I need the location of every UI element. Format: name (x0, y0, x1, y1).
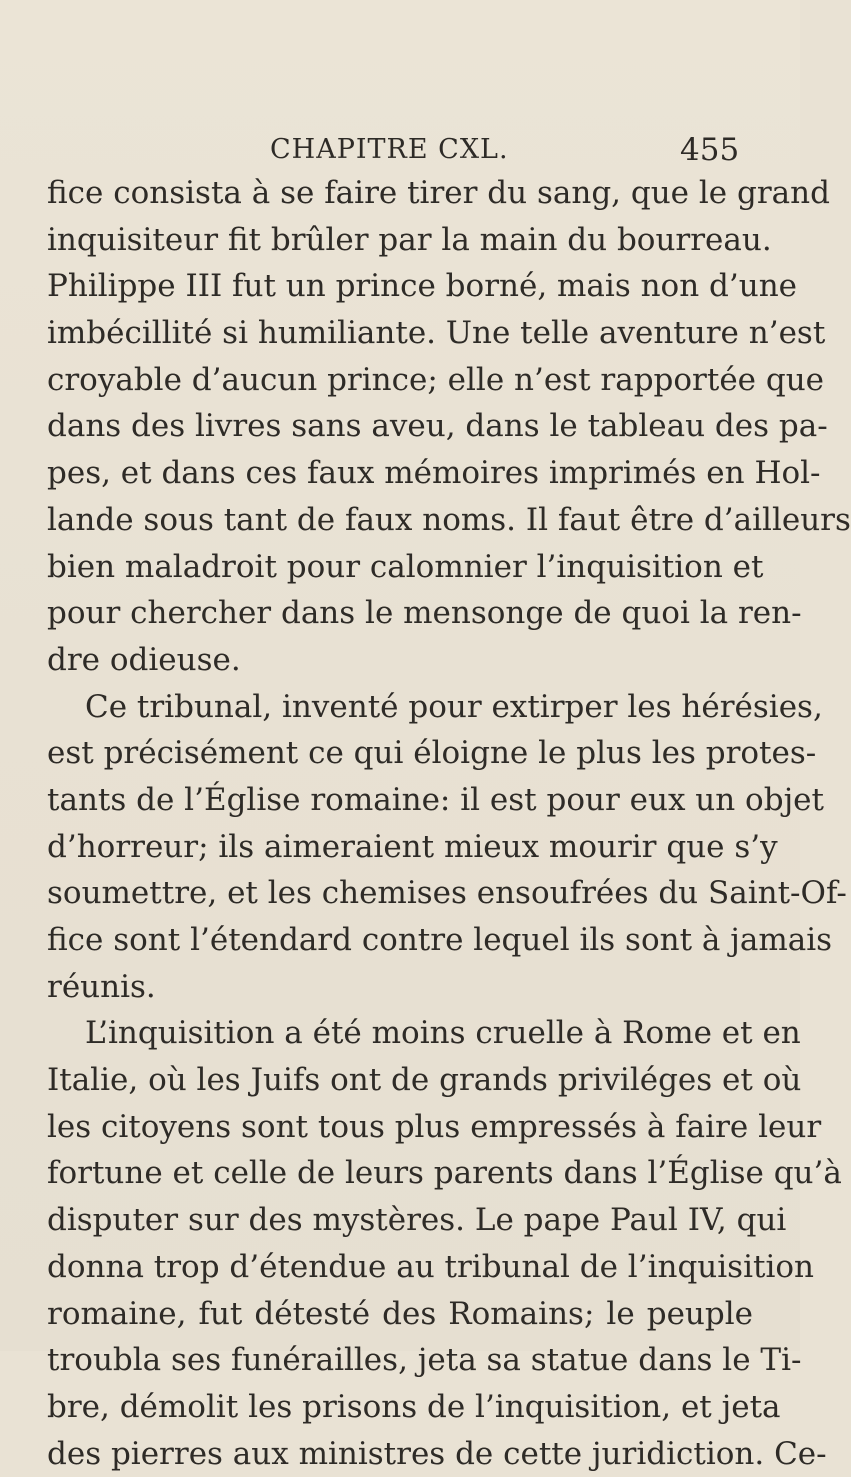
text-line: pes, et dans ces faux mémoires imprimés en Hol- (47, 455, 821, 492)
text-line: fice consista à se faire tirer du sang, que le grand (47, 175, 830, 211)
text-line: fice sont l’étendard contre lequel ils sont à jamais (47, 922, 833, 958)
text-line: donna trop d’étendue au tribunal de l’inquisition (47, 1248, 814, 1285)
text-line: croyable d’aucun prince; elle n’est rapportée que (47, 361, 825, 398)
text-line: fortune et celle de leurs parents dans l’Église qu’à (47, 1155, 842, 1192)
text-line: bre, démolit les prisons de l’inquisition, et jeta (47, 1388, 781, 1425)
text-line: inquisiteur fit brûler par la main du bourreau. (47, 221, 772, 258)
page-number: 455 (680, 132, 740, 168)
paragraph-first-line: Ce tribunal, inventé pour extirper les hérésies, (85, 688, 823, 725)
text-line: imbécillité si humiliante. Une telle aventure n’est (47, 315, 826, 352)
text-line: troubla ses funérailles, jeta sa statue dans le Ti- (47, 1342, 802, 1379)
text-line: est précisément ce qui éloigne le plus les protes- (47, 735, 817, 772)
text-line: Italie, où les Juifs ont de grands priviléges et où (47, 1062, 802, 1099)
text-line: romaine, fut détesté des Romains; le peuple (47, 1295, 753, 1332)
text-line: Philippe III fut un prince borné, mais non d’une (47, 268, 798, 305)
text-line: bien maladroit pour calomnier l’inquisition et (47, 548, 764, 585)
text-line: les citoyens sont tous plus empressés à faire leur (47, 1108, 822, 1145)
paragraph-end-line: dre odieuse. (47, 641, 241, 678)
chapter-title: CHAPITRE CXL. (270, 134, 509, 165)
paragraph-first-line: L’inquisition a été moins cruelle à Rome et en (85, 1015, 801, 1052)
text-line: dans des livres sans aveu, dans le tableau des pa- (47, 408, 828, 445)
text-line: soumettre, et les chemises ensoufrées du Saint-Of- (47, 875, 847, 912)
text-line: tants de l’Église romaine: il est pour eux un objet (47, 781, 824, 818)
text-line: pour chercher dans le mensonge de quoi la ren- (47, 595, 802, 632)
paragraph-end-line: réunis. (47, 968, 156, 1005)
text-line: des pierres aux ministres de cette juridiction. Ce- (47, 1435, 827, 1472)
body-text (47, 170, 851, 1477)
text-line: d’horreur; ils aimeraient mieux mourir que s’y (47, 828, 778, 865)
text-line: lande sous tant de faux noms. Il faut être d’ailleurs (47, 501, 851, 538)
text-line: disputer sur des mystères. Le pape Paul IV, qui (47, 1202, 787, 1239)
running-head (0, 130, 800, 170)
